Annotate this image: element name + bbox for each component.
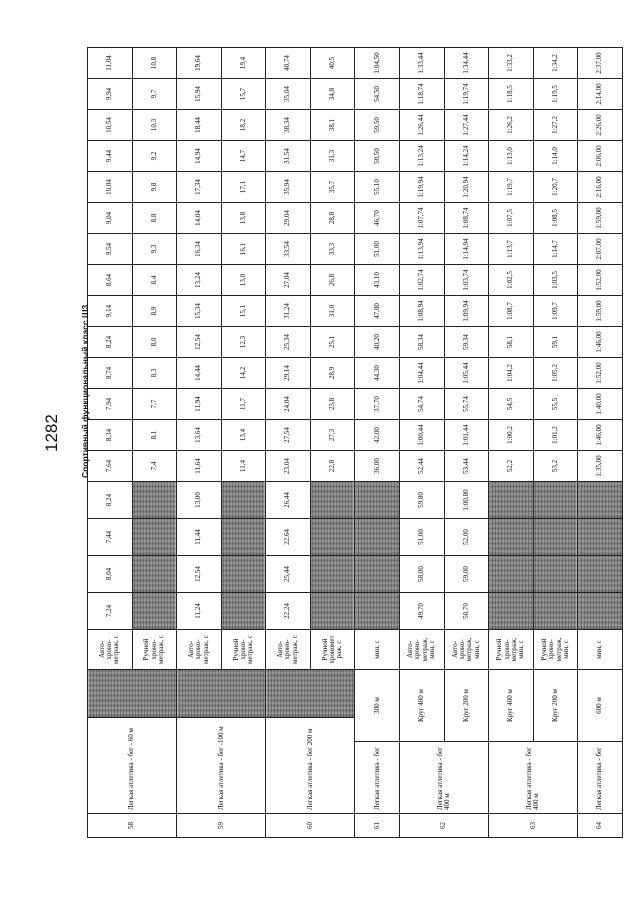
table-cell: 38,1	[310, 110, 355, 141]
table-cell: 59,34	[444, 327, 489, 358]
table-cell: 14,04	[177, 203, 222, 234]
table-cell: 44,30	[355, 358, 400, 389]
table-cell: 58,00	[400, 556, 445, 593]
table-cell: 18,44	[177, 110, 222, 141]
table-cell: 1:27,2	[533, 110, 578, 141]
table-cell: 2:37,00	[578, 48, 623, 79]
table-cell: 9,14	[88, 296, 133, 327]
table-cell: 46,70	[355, 203, 400, 234]
table-cell: 1:00,44	[400, 420, 445, 451]
table-cell: Ручной хроно-метраж, мин, с	[489, 630, 534, 670]
table-cell: Авто-хроно-метраж, с	[266, 630, 311, 670]
table-cell: 8,04	[88, 556, 133, 593]
table-cell: 63	[489, 814, 578, 838]
table-cell: Авто-хроно-метраж, мин, с	[444, 630, 489, 670]
table-cell: Авто-хроно-метраж, мин, с	[400, 630, 445, 670]
table-cell: Легкая атлетика - бег 200 м	[266, 718, 355, 814]
table-cell: 16,34	[177, 234, 222, 265]
table-cell: 10,54	[88, 110, 133, 141]
table-cell: 25,1	[310, 327, 355, 358]
table-cell: 22,64	[266, 519, 311, 556]
table-cell: 59,00	[444, 556, 489, 593]
table-cell: 25,44	[266, 556, 311, 593]
table-cell: 16,1	[221, 234, 266, 265]
hatched-cell	[533, 593, 578, 630]
table-cell: 24,04	[266, 389, 311, 420]
table-cell: 2:26,00	[578, 110, 623, 141]
table-row	[444, 48, 489, 838]
table-cell: 13,8	[221, 203, 266, 234]
table-cell: 38,34	[266, 110, 311, 141]
table-cell: 1:13,94	[400, 234, 445, 265]
table-cell: 1:02,74	[400, 265, 445, 296]
table-cell: 8,8	[132, 203, 177, 234]
table-cell: 12,54	[177, 556, 222, 593]
table-cell: 1:04,2	[489, 358, 534, 389]
hatched-cell	[533, 482, 578, 519]
table-cell: 1:01,2	[533, 420, 578, 451]
table-cell: 1:14,0	[533, 141, 578, 172]
table-cell: 8,64	[88, 265, 133, 296]
table-cell: 27,3	[310, 420, 355, 451]
table-cell: 31,3	[310, 141, 355, 172]
table-cell: 1:14,24	[444, 141, 489, 172]
table-cell: 9,2	[132, 141, 177, 172]
table-cell: 59,1	[533, 327, 578, 358]
table-cell: 15,94	[177, 79, 222, 110]
table-cell: 8,0	[132, 327, 177, 358]
table-cell: 54,50	[355, 79, 400, 110]
table-cell: 8,3	[132, 358, 177, 389]
table-cell: 9,8	[132, 172, 177, 203]
table-cell: 1:52,00	[578, 358, 623, 389]
table-cell: Легкая атлетика - бег -100 м	[177, 718, 266, 814]
table-cell: 1:01,44	[444, 420, 489, 451]
table-cell: 9,44	[88, 141, 133, 172]
table-cell: 10,04	[88, 172, 133, 203]
table-cell: 1:08,7	[489, 296, 534, 327]
table-cell: 52,44	[400, 451, 445, 482]
table-cell: 43,10	[355, 265, 400, 296]
hatched-cell	[310, 556, 355, 593]
table-cell: 52,2	[489, 451, 534, 482]
table-cell: 54,74	[400, 389, 445, 420]
table-cell: мин, с	[578, 630, 623, 670]
table-cell: 14,7	[221, 141, 266, 172]
table-cell: 9,94	[88, 79, 133, 110]
hatched-cell	[221, 519, 266, 556]
table-cell: 1:59,00	[578, 296, 623, 327]
table-cell: 26,44	[266, 482, 311, 519]
table-cell: 9,3	[132, 234, 177, 265]
table-cell: 58,34	[400, 327, 445, 358]
table-cell: 600 м	[578, 670, 623, 742]
table-cell: 9,7	[132, 79, 177, 110]
hatched-cell	[355, 556, 400, 593]
table-cell: 23,8	[310, 389, 355, 420]
hatched-cell	[578, 556, 623, 593]
table-cell: 50,70	[444, 593, 489, 630]
hatched-cell	[578, 482, 623, 519]
table-row	[88, 48, 133, 838]
table-cell: 36,00	[355, 451, 400, 482]
table-cell: 9,04	[88, 203, 133, 234]
table-cell: 14,2	[221, 358, 266, 389]
table-cell: 47,00	[355, 296, 400, 327]
table-cell: 22,24	[266, 593, 311, 630]
table-cell: 1:13,7	[489, 234, 534, 265]
table-caption: Спортивный функциональный класс Ш3	[80, 304, 90, 478]
table-cell: 2:14,00	[578, 79, 623, 110]
hatched-cell	[578, 519, 623, 556]
table-row	[533, 48, 578, 838]
table-cell: 1:08,5	[533, 203, 578, 234]
page-number: 1282	[42, 414, 61, 452]
table-cell: 35,04	[266, 79, 311, 110]
table-cell: 10,3	[132, 110, 177, 141]
standards-table	[87, 47, 623, 838]
table-cell: 1:33,2	[489, 48, 534, 79]
table-cell: Авто-хроно-метраж, с	[88, 630, 133, 670]
table-cell: 10,8	[132, 48, 177, 79]
table-cell: 1:04,44	[400, 358, 445, 389]
table-cell: 7,44	[88, 519, 133, 556]
table-cell: 18,2	[221, 110, 266, 141]
table-cell: 40,74	[266, 48, 311, 79]
table-cell: 52,00	[444, 519, 489, 556]
table-cell: 55,74	[444, 389, 489, 420]
hatched-cell	[489, 556, 534, 593]
table-cell: 8,34	[88, 420, 133, 451]
table-cell: 11,4	[221, 451, 266, 482]
hatched-cell	[355, 519, 400, 556]
table-cell: 1:14,7	[533, 234, 578, 265]
table-cell: 64	[578, 814, 623, 838]
table-cell: 1:05,44	[444, 358, 489, 389]
table-cell: 27,54	[266, 420, 311, 451]
table-cell: 1:04,50	[355, 48, 400, 79]
table-cell: 2:07,00	[578, 234, 623, 265]
table-cell: 1:46,00	[578, 420, 623, 451]
table-cell: 14,94	[177, 141, 222, 172]
hatched-cell	[355, 593, 400, 630]
table-cell: 1:19,7	[489, 172, 534, 203]
table-cell: Ручной хроно-метраж, с	[132, 630, 177, 670]
table-region	[80, 48, 622, 838]
table-cell: 60	[266, 814, 355, 838]
hatched-cell	[266, 670, 355, 718]
hatched-cell	[132, 593, 177, 630]
table-cell: 1:34,44	[444, 48, 489, 79]
table-cell: 300 м	[355, 670, 400, 742]
hatched-cell	[310, 593, 355, 630]
table-cell: 13,4	[221, 420, 266, 451]
table-cell: 35,94	[266, 172, 311, 203]
table-cell: 13,64	[177, 420, 222, 451]
table-cell: 11,04	[88, 48, 133, 79]
table-cell: 8,74	[88, 358, 133, 389]
table-cell: 1:35,00	[578, 451, 623, 482]
table-cell: 1:08,74	[444, 203, 489, 234]
table-cell: 7,24	[88, 593, 133, 630]
table-cell: 1:00,2	[489, 420, 534, 451]
table-cell: 55,10	[355, 172, 400, 203]
hatched-cell	[221, 593, 266, 630]
table-row	[266, 48, 311, 838]
table-cell: Легкая атлетика - бег	[355, 742, 400, 814]
table-cell: Ручной хрономет раж, с	[310, 630, 355, 670]
hatched-cell	[177, 670, 266, 718]
table-row	[578, 48, 623, 838]
table-cell: Легкая атлетика - бег - 60 м	[88, 718, 177, 814]
table-cell: 15,1	[221, 296, 266, 327]
table-cell: 7,4	[132, 451, 177, 482]
table-cell: 2:16,00	[578, 172, 623, 203]
table-cell: 1:52,00	[578, 265, 623, 296]
table-cell: 7,94	[88, 389, 133, 420]
table-cell: Легкая атлетика - бег 400 м	[400, 742, 489, 814]
hatched-cell	[88, 670, 177, 718]
table-cell: 13,0	[221, 265, 266, 296]
table-cell: Легкая атлетика - бег 400 м	[489, 742, 578, 814]
table-cell: 8,24	[88, 482, 133, 519]
table-cell: 22,8	[310, 451, 355, 482]
table-cell: 33,3	[310, 234, 355, 265]
table-cell: 11,24	[177, 593, 222, 630]
hatched-cell	[489, 593, 534, 630]
table-cell: 1:07,5	[489, 203, 534, 234]
table-cell: 1:33,44	[400, 48, 445, 79]
table-cell: 1:09,7	[533, 296, 578, 327]
table-cell: мин, с	[355, 630, 400, 670]
table-cell: 1:59,00	[578, 203, 623, 234]
table-cell: 40,5	[310, 48, 355, 79]
table-cell: 40,20	[355, 327, 400, 358]
table-cell: 31,54	[266, 141, 311, 172]
table-cell: 34,8	[310, 79, 355, 110]
hatched-cell	[578, 593, 623, 630]
table-cell: 1:03,5	[533, 265, 578, 296]
table-cell: 28,8	[310, 203, 355, 234]
hatched-cell	[533, 519, 578, 556]
table-cell: 11,94	[177, 389, 222, 420]
table-cell: 12,3	[221, 327, 266, 358]
table-cell: 51,00	[400, 519, 445, 556]
table-cell: 7,7	[132, 389, 177, 420]
table-cell: 35,7	[310, 172, 355, 203]
table-body	[88, 48, 623, 838]
table-row	[177, 48, 222, 838]
table-cell: 23,04	[266, 451, 311, 482]
table-cell: 19,4	[221, 48, 266, 79]
table-cell: 27,04	[266, 265, 311, 296]
table-cell: 1:20,7	[533, 172, 578, 203]
table-cell: 1:03,74	[444, 265, 489, 296]
table-cell: 1:19,5	[533, 79, 578, 110]
hatched-cell	[310, 519, 355, 556]
table-cell: 1:18,74	[400, 79, 445, 110]
table-cell: 31,0	[310, 296, 355, 327]
table-cell: 58,1	[489, 327, 534, 358]
table-cell: 8,9	[132, 296, 177, 327]
table-row	[400, 48, 445, 838]
table-cell: 19,64	[177, 48, 222, 79]
table-cell: 54,5	[489, 389, 534, 420]
table-cell: 1:05,2	[533, 358, 578, 389]
table-cell: 1:02,5	[489, 265, 534, 296]
table-cell: 61	[355, 814, 400, 838]
table-cell: 1:14,94	[444, 234, 489, 265]
table-cell: Круг 400 м	[489, 670, 534, 742]
table-cell: 11,44	[177, 519, 222, 556]
hatched-cell	[132, 519, 177, 556]
table-cell: Круг 200 м	[533, 670, 578, 742]
table-cell: Ручной хроно-метраж, мин, с	[533, 630, 578, 670]
table-cell: Легкая атлетика - бег	[578, 742, 623, 814]
table-cell: 51,00	[355, 234, 400, 265]
hatched-cell	[221, 482, 266, 519]
table-cell: Авто-хроно-метраж, с	[177, 630, 222, 670]
table-cell: 49,70	[400, 593, 445, 630]
table-cell: 59	[177, 814, 266, 838]
table-cell: 15,7	[221, 79, 266, 110]
table-cell: 11,7	[221, 389, 266, 420]
table-cell: 1:19,94	[400, 172, 445, 203]
table-cell: 1:13,24	[400, 141, 445, 172]
table-cell: Круг 200 м	[444, 670, 489, 742]
table-cell: 7,64	[88, 451, 133, 482]
table-cell: 13,24	[177, 265, 222, 296]
table-cell: 1:26,44	[400, 110, 445, 141]
hatched-cell	[489, 482, 534, 519]
table-cell: 28,9	[310, 358, 355, 389]
table-cell: 13,00	[177, 482, 222, 519]
table-cell: 50,50	[355, 141, 400, 172]
table-cell: 1:09,94	[444, 296, 489, 327]
table-cell: 25,34	[266, 327, 311, 358]
table-cell: Круг 400 м	[400, 670, 445, 742]
table-cell: 58	[88, 814, 177, 838]
table-cell: 1:26,2	[489, 110, 534, 141]
table-cell: 17,34	[177, 172, 222, 203]
table-cell: 29,04	[266, 203, 311, 234]
table-cell: 12,54	[177, 327, 222, 358]
hatched-cell	[221, 556, 266, 593]
table-cell: 1:34,2	[533, 48, 578, 79]
table-cell: 15,34	[177, 296, 222, 327]
hatched-cell	[355, 482, 400, 519]
table-cell: 59,80	[400, 482, 445, 519]
table-cell: 1:08,94	[400, 296, 445, 327]
table-cell: 17,1	[221, 172, 266, 203]
table-cell: Ручной хроно-метраж, с	[221, 630, 266, 670]
table-cell: 31,24	[266, 296, 311, 327]
table-cell: 1:13,0	[489, 141, 534, 172]
table-cell: 1:40,00	[578, 389, 623, 420]
table-cell: 59,50	[355, 110, 400, 141]
hatched-cell	[489, 519, 534, 556]
table-cell: 29,14	[266, 358, 311, 389]
table-cell: 14,44	[177, 358, 222, 389]
table-cell: 62	[400, 814, 489, 838]
hatched-cell	[310, 482, 355, 519]
table-cell: 11,64	[177, 451, 222, 482]
table-cell: 1:18,5	[489, 79, 534, 110]
hatched-cell	[533, 556, 578, 593]
table-cell: 8,24	[88, 327, 133, 358]
table-cell: 26,8	[310, 265, 355, 296]
table-cell: 37,70	[355, 389, 400, 420]
table-cell: 2:06,00	[578, 141, 623, 172]
table-cell: 8,4	[132, 265, 177, 296]
table-cell: 55,5	[533, 389, 578, 420]
table-row	[489, 48, 534, 838]
table-cell: 42,00	[355, 420, 400, 451]
table-cell: 9,54	[88, 234, 133, 265]
table-cell: 1:27,44	[444, 110, 489, 141]
table-cell: 1:20,94	[444, 172, 489, 203]
hatched-cell	[132, 556, 177, 593]
table-row	[355, 48, 400, 838]
table-cell: 33,54	[266, 234, 311, 265]
table-cell: 53,44	[444, 451, 489, 482]
table-cell: 53,2	[533, 451, 578, 482]
table-cell: 1:46,00	[578, 327, 623, 358]
table-cell: 1:07,74	[400, 203, 445, 234]
table-cell: 8,1	[132, 420, 177, 451]
table-cell: 1:19,74	[444, 79, 489, 110]
hatched-cell	[132, 482, 177, 519]
table-cell: 1:00,80	[444, 482, 489, 519]
